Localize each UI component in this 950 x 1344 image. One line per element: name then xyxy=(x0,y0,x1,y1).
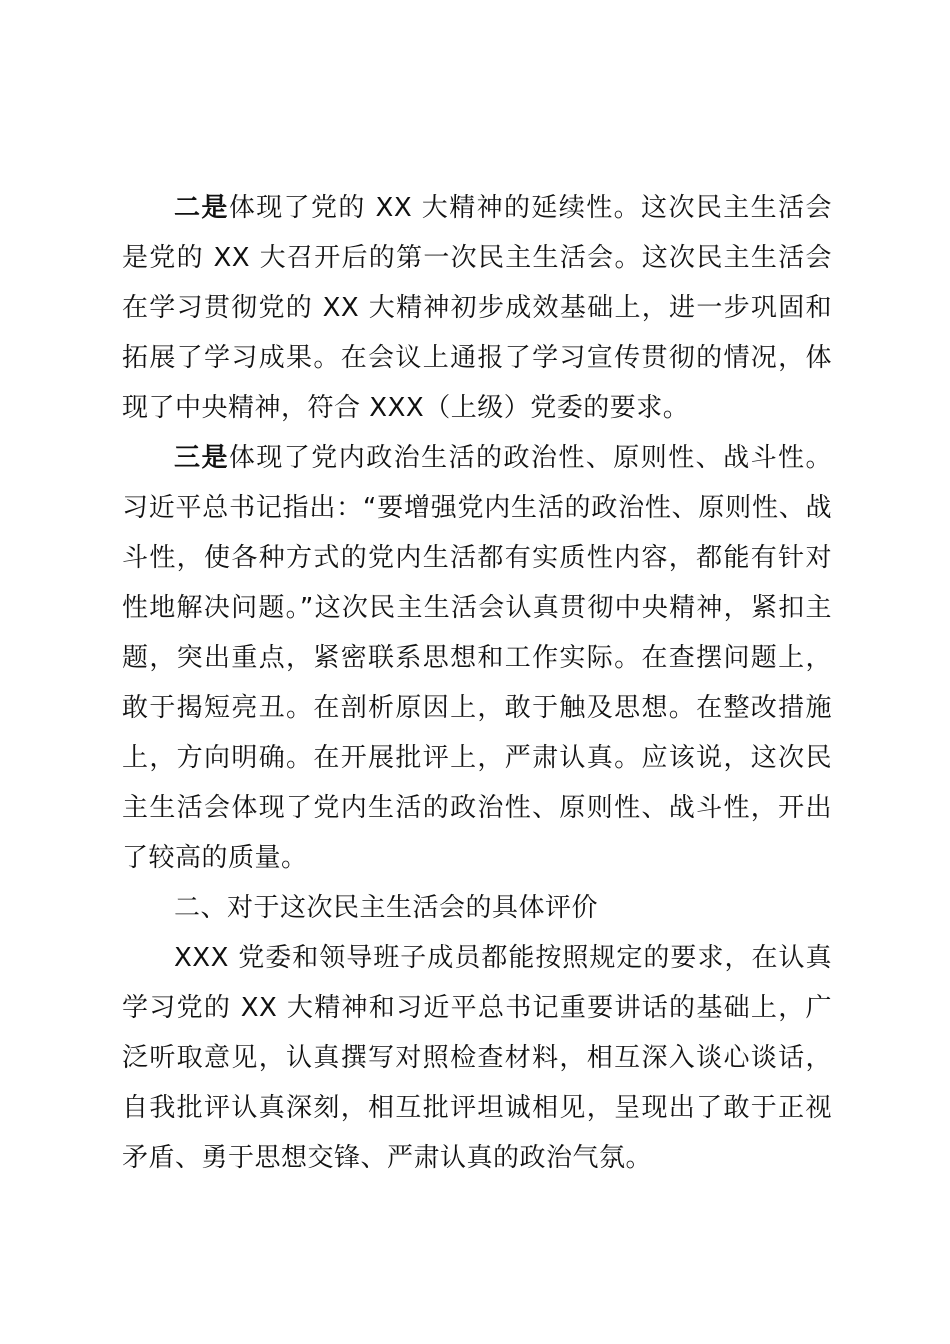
paragraph-text: 体现了党的 XX 大精神的延续性。这次民主生活会是党的 XX 大召开后的第一次民主生活会。这次民主生活会在学习贯彻党的 XX 大精神初步成效基础上，进一步巩固和拓展了学习成果。在会议上通报了学习宣传贯彻的情况，体现了中央精神，符合 XXX（上级）党委的要求。 xyxy=(122,193,832,423)
section-heading xyxy=(122,883,832,933)
paragraph-text: 体现了党内政治生活的政治性、原则性、战斗性。习近平总书记指出：“要增强党内生活的政治性、原则性、战斗性，使各种方式的党内生活都有实质性内容，都能有针对性地解决问题。”这次民主生活会认真贯彻中央精神，紧扣主题，突出重点，紧密联系思想和工作实际。在查摆问题上，敢于揭短亮丑。在剖析原因上，敢于触及思想。在整改措施上，方向明确。在开展批评上，严肃认真。应该说，这次民主生活会体现了党内生活的政治性、原则性、战斗性，开出了较高的质量。 xyxy=(122,443,832,873)
paragraph-text: XXX 党委和领导班子成员都能按照规定的要求，在认真学习党的 XX 大精神和习近平总书记重要讲话的基础上，广泛听取意见，认真撰写对照检查材料，相互深入谈心谈话，自我批评认真深刻，相互批评坦诚相见，呈现出了敢于正视矛盾、勇于思想交锋、严肃认真的政治气氛。 xyxy=(122,943,832,1173)
paragraph-lead: 三是 xyxy=(174,443,229,473)
paragraph-third-point xyxy=(122,433,832,883)
paragraph-lead: 二是 xyxy=(174,193,229,223)
document-body xyxy=(122,183,832,1183)
paragraph-evaluation xyxy=(122,933,832,1183)
paragraph-second-point xyxy=(122,183,832,433)
section-heading-text: 二、对于这次民主生活会的具体评价 xyxy=(174,893,599,923)
